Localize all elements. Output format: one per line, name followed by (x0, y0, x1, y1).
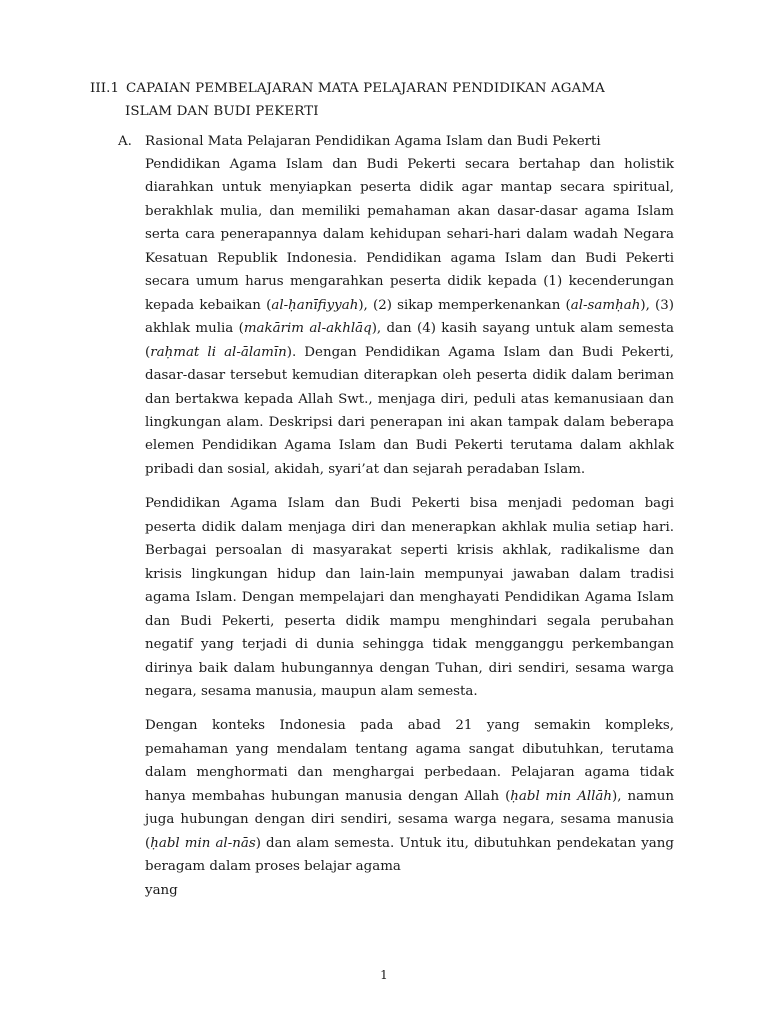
paragraph-3-text-c: ) dan alam semesta. Untuk itu, dibutuhkan pendekatan yang beragam dalam proses belajar agama (145, 835, 674, 875)
paragraph-1-text-d: ), dan (4) kasih sayang untuk alam semesta ( (145, 321, 674, 360)
term-al-samhah: al-samḥah (570, 297, 641, 313)
section-title-line1: CAPAIAN PEMBELAJARAN MATA PELAJARAN PENDIDIKAN AGAMA (126, 81, 605, 96)
subsection-letter: A. (118, 134, 132, 149)
paragraph-1-text-c: ), (3) akhlak mulia ( (145, 297, 674, 337)
paragraph-3 (145, 714, 674, 878)
paragraph-3-text-a: Dengan konteks Indonesia pada abad 21 yang semakin kompleks, pemahaman yang mendalam tentang agama sangat dibutuhkan, terutama dalam menghormati dan menghargai perbedaan. Pelajaran agama tidak hanya membahas hubungan manusia dengan Allah ( (145, 718, 674, 804)
term-habl-min-allah: ḥabl min Allāh (510, 788, 613, 804)
term-habl-min-al-nas: ḥabl min al-nās (150, 835, 256, 851)
paragraph-3-last-line: yang (145, 882, 178, 898)
paragraph-2: Pendidikan Agama Islam dan Budi Pekerti bisa menjadi pedoman bagi peserta didik dalam menjaga diri dan menerapkan akhlak mulia setiap hari. Berbagai persoalan di masyarakat seperti krisis akhlak, radikalisme dan krisis lingkungan hidup dan lain-lain mempunyai jawaban dalam tradisi agama Islam. Dengan mempelajari dan menghayati Pendidikan Agama Islam dan Budi Pekerti, peserta didik mampu menghindari segala perubahan negatif yang terjadi di dunia sehingga tidak mengganggu perkembangan dirinya baik dalam hubungannya dengan Tuhan, diri sendiri, sesama warga negara, sesama manusia, maupun alam semesta. (145, 496, 674, 699)
term-al-hanifiyyah: al-ḥanīfiyyah (271, 297, 359, 313)
paragraph-1 (145, 153, 674, 481)
subsection-heading (118, 130, 678, 153)
section-title-line2: ISLAM DAN BUDI PEKERTI (125, 104, 319, 119)
section-heading (90, 77, 690, 123)
term-makarim-al-akhlaq: makārim al-akhlāq (243, 321, 372, 337)
paragraph-3-text-b: ), namun juga hubungan dengan diri sendiri, sesama warga negara, sesama manusia ( (145, 788, 674, 851)
body-text (145, 153, 674, 902)
section-number: III.1 (90, 81, 120, 96)
paragraph-1-text-a: Pendidikan Agama Islam dan Budi Pekerti secara bertahap dan holistik diarahkan untuk menyiapkan peserta didik agar mantap secara spiritual, berakhlak mulia, dan memiliki pemahaman akan dasar-dasar agama Islam serta cara penerapannya dalam kehidupan sehari-hari dalam wadah Negara Kesatuan Republik Indonesia. Pendidikan agama Islam dan Budi Pekerti secara umum harus mengarahkan peserta didik kepada (1) kecenderungan kepada kebaikan ( (145, 157, 674, 313)
subsection-title: Rasional Mata Pelajaran Pendidikan Agama Islam dan Budi Pekerti (145, 134, 601, 149)
page-number: 1 (380, 968, 388, 982)
paragraph-1-text-b: ), (2) sikap memperkenankan ( (358, 297, 571, 313)
term-rahmat-li-al-alamin: raḥmat li al-ālamīn (150, 344, 287, 360)
paragraph-1-text-e: ). Dengan Pendidikan Agama Islam dan Budi Pekerti, dasar-dasar tersebut kemudian diterapkan oleh peserta didik dalam beriman dan bertakwa kepada Allah Swt., menjaga diri, peduli atas kemanusiaan dan lingkungan alam. Deskripsi dari penerapan ini akan tampak dalam beberapa elemen Pendidikan Agama Islam dan Budi Pekerti terutama dalam akhlak pribadi dan sosial, akidah, syari’at dan sejarah peradaban Islam. (145, 344, 674, 477)
